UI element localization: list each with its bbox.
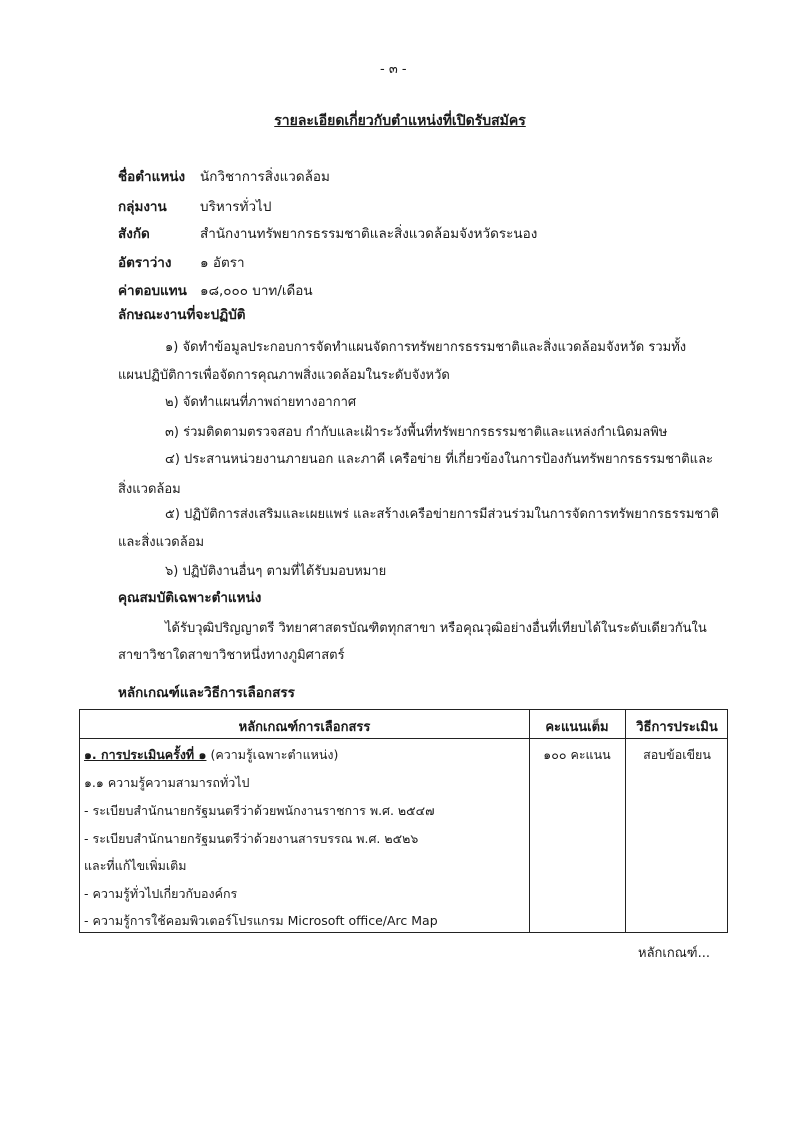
round-1-title [84,745,338,765]
affiliation-label: สังกัด [118,226,150,242]
document-title: รายละเอียดเกี่ยวกับตำแหน่งที่เปิดรับสมัคร [274,113,526,129]
work-group-value: บริหารทั่วไป [200,199,272,215]
position-name-label: ชื่อตำแหน่ง [118,169,186,185]
table-header-criteria: หลักเกณฑ์การเลือกสรร [238,720,371,735]
salary-value: ๑๘,๐๐๐ บาท/เดือน [200,283,313,299]
selection-heading: หลักเกณฑ์และวิธีการเลือกสรร [118,685,295,701]
criteria-line: - ความรู้การใช้คอมพิวเตอร์โปรแกรม Microsoft office/Arc Map [84,913,438,928]
page-number: - ๓ - [380,62,407,77]
table-header-score: คะแนนเต็ม [545,720,609,735]
selection-criteria-table [79,709,728,933]
column-divider [625,710,626,932]
duty-item-5-cont: และสิ่งแวดล้อม [118,535,205,550]
criteria-line: และที่แก้ไขเพิ่มเติม [84,858,187,873]
round-1-label: ๑. การประเมินครั้งที่ ๑ [84,747,207,762]
criteria-line: ๑.๑ ความรู้ความสามารถทั่วไป [84,775,250,790]
duty-item-3: ๓) ร่วมติดตามตรวจสอบ กำกับและเฝ้าระวังพื้นที่ทรัพยากรธรรมชาติและแหล่งกำเนิดมลพิษ [165,425,668,440]
affiliation-value: สำนักงานทรัพยากรธรรมชาติและสิ่งแวดล้อมจังหวัดระนอง [200,226,538,242]
round-1-method: สอบข้อเขียน [643,747,711,762]
duty-item-1-cont: แผนปฏิบัติการเพื่อจัดการคุณภาพสิ่งแวดล้อมในระดับจังหวัด [118,368,450,383]
duty-item-4-cont: สิ่งแวดล้อม [118,482,181,497]
vacancy-label: อัตราว่าง [118,255,172,271]
column-divider [529,710,530,932]
vacancy-value: ๑ อัตรา [200,255,245,271]
table-header-method: วิธีการประเมิน [636,720,718,735]
duty-item-4: ๔) ประสานหน่วยงานภายนอก และภาคี เครือข่าย ที่เกี่ยวข้องในการป้องกันทรัพยากรธรรมชาติและ [165,452,714,467]
criteria-line: - ความรู้ทั่วไปเกี่ยวกับองค์กร [84,886,238,901]
criteria-line: - ระเบียบสำนักนายกรัฐมนตรีว่าด้วยพนักงานราชการ พ.ศ. ๒๕๔๗ [84,803,435,818]
salary-label: ค่าตอบแทน [118,283,187,299]
position-name-value: นักวิชาการสิ่งแวดล้อม [200,169,330,185]
qualification-line-1: ได้รับวุฒิปริญญาตรี วิทยาศาสตรบัณฑิตทุกสาขา หรือคุณวุฒิอย่างอื่นที่เทียบได้ในระดับเดียวกันใน [165,621,707,636]
duty-item-6: ๖) ปฏิบัติงานอื่นๆ ตามที่ได้รับมอบหมาย [165,564,387,579]
duty-item-2: ๒) จัดทำแผนที่ภาพถ่ายทางอากาศ [165,395,357,410]
round-1-subject: (ความรู้เฉพาะตำแหน่ง) [210,747,339,762]
header-divider [80,738,727,739]
criteria-line: - ระเบียบสำนักนายกรัฐมนตรีว่าด้วยงานสารบรรณ พ.ศ. ๒๕๒๖ [84,831,419,846]
duties-heading: ลักษณะงานที่จะปฏิบัติ [118,307,246,323]
round-1-score: ๑๐๐ คะแนน [543,747,611,762]
duty-item-1: ๑) จัดทำข้อมูลประกอบการจัดทำแผนจัดการทรัพยากรธรรมชาติและสิ่งแวดล้อมจังหวัด รวมทั้ง [165,340,687,355]
work-group-label: กลุ่มงาน [118,199,167,215]
qualification-line-2: สาขาวิชาใดสาขาวิชาหนึ่งทางภูมิศาสตร์ [118,648,345,663]
duty-item-5: ๕) ปฏิบัติการส่งเสริมและเผยแพร่ และสร้างเครือข่ายการมีส่วนร่วมในการจัดการทรัพยากรธรรมชาติ [165,507,719,522]
continuation-note: หลักเกณฑ์... [638,946,710,961]
qualifications-heading: คุณสมบัติเฉพาะตำแหน่ง [118,590,262,606]
